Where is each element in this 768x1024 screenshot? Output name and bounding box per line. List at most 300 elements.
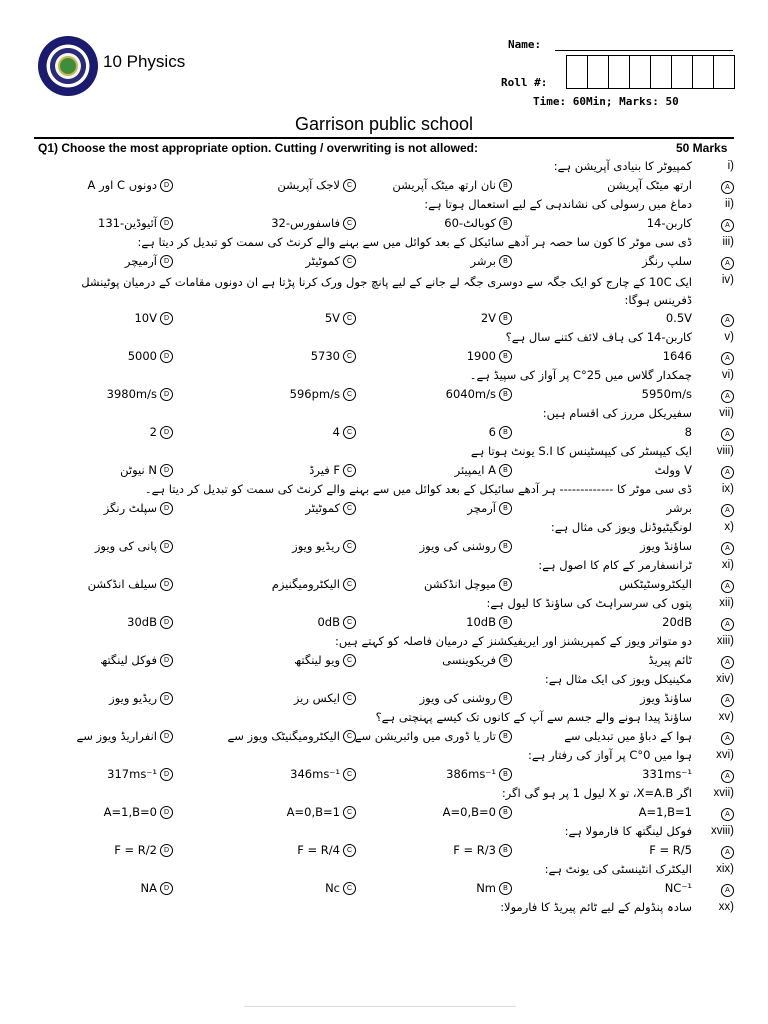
- option-a[interactable]: [649, 843, 730, 857]
- option-a[interactable]: [684, 425, 730, 439]
- option-text: 5000: [127, 349, 157, 363]
- options-row: [0, 500, 768, 519]
- option-circle-icon[interactable]: A: [721, 808, 734, 821]
- option-circle-icon[interactable]: A: [721, 466, 734, 479]
- option-text: ریڈیو ویوز: [292, 539, 340, 553]
- option-b[interactable]: [355, 729, 512, 743]
- option-circle-icon[interactable]: C: [343, 768, 356, 781]
- option-circle-icon[interactable]: A: [721, 219, 734, 232]
- option-text: ٹائم پیریڈ: [648, 653, 692, 667]
- roll-box[interactable]: [671, 55, 693, 89]
- roll-label: Roll #:: [501, 76, 548, 89]
- option-text: میوچل انڈکشن: [424, 577, 496, 591]
- option-a[interactable]: [642, 254, 730, 268]
- school-name: Garrison public school: [294, 114, 474, 134]
- option-a[interactable]: [665, 311, 730, 325]
- time-marks: Time: 60Min; Marks: 50: [533, 95, 679, 108]
- option-circle-icon[interactable]: B: [499, 730, 512, 743]
- option-circle-icon[interactable]: D: [160, 217, 173, 230]
- option-b[interactable]: [424, 577, 512, 591]
- option-circle-icon[interactable]: C: [343, 882, 356, 895]
- option-c[interactable]: [272, 577, 356, 591]
- option-text: 5730: [310, 349, 340, 363]
- option-a[interactable]: [642, 767, 730, 781]
- option-text: کوبالٹ-60: [444, 216, 496, 230]
- option-text: A=1,B=0: [103, 805, 157, 819]
- option-d[interactable]: [127, 615, 173, 629]
- option-text: آئیوڈین-131: [98, 216, 157, 230]
- option-d[interactable]: [120, 463, 173, 477]
- options-row: [0, 766, 768, 785]
- options-row: [0, 652, 768, 671]
- option-text: A=0,B=1: [286, 805, 340, 819]
- option-text: برشر: [470, 254, 496, 268]
- option-text: F = R/5: [649, 843, 692, 857]
- option-circle-icon[interactable]: A: [721, 181, 734, 194]
- question-text: اگر X=A.B، تو X لیول 1 پر ہو گی اگر:: [501, 786, 692, 800]
- question-number: vi): [721, 369, 734, 381]
- option-d[interactable]: [107, 387, 173, 401]
- options-row: [0, 614, 768, 633]
- option-text: روشنی کی ویوز: [419, 691, 496, 705]
- option-text: ایکس ریز: [293, 691, 340, 705]
- option-circle-icon[interactable]: B: [499, 540, 512, 553]
- option-text: 6040m/s: [445, 387, 496, 401]
- option-circle-icon[interactable]: A: [721, 656, 734, 669]
- option-circle-icon[interactable]: D: [160, 654, 173, 667]
- option-d[interactable]: [107, 767, 173, 781]
- option-b[interactable]: [420, 691, 512, 705]
- question-row: [0, 709, 768, 728]
- option-circle-icon[interactable]: B: [499, 179, 512, 192]
- option-a[interactable]: [648, 653, 730, 667]
- option-text: کموٹیٹر: [305, 254, 340, 268]
- option-text: ہوا کے دباؤ میں تبدیلی سے: [564, 729, 692, 743]
- option-circle-icon[interactable]: A: [721, 257, 734, 270]
- option-text: تار یا ڈوری میں وائبریشن سے: [354, 729, 496, 743]
- options-row: [0, 348, 768, 367]
- option-text: فوکل لینگتھ: [100, 653, 157, 667]
- option-circle-icon[interactable]: B: [499, 578, 512, 591]
- option-circle-icon[interactable]: D: [160, 730, 173, 743]
- option-d[interactable]: [109, 691, 173, 705]
- option-circle-icon[interactable]: C: [343, 578, 356, 591]
- option-circle-icon[interactable]: D: [160, 882, 173, 895]
- option-a[interactable]: [640, 539, 730, 553]
- question-row: [0, 785, 768, 804]
- option-a[interactable]: [664, 881, 730, 895]
- option-text: فریکوینسی: [442, 653, 496, 667]
- options-row: [0, 842, 768, 861]
- option-text: وولٹ V: [654, 463, 692, 477]
- option-circle-icon[interactable]: C: [343, 217, 356, 230]
- option-circle-icon[interactable]: B: [499, 388, 512, 401]
- option-circle-icon[interactable]: C: [343, 616, 356, 629]
- option-text: Nm: [476, 881, 496, 895]
- question-row: [0, 595, 768, 614]
- option-d[interactable]: [134, 311, 173, 325]
- option-text: فیرڈ F: [309, 463, 340, 477]
- question-row: [0, 272, 768, 310]
- option-circle-icon[interactable]: A: [721, 580, 734, 593]
- option-b[interactable]: [443, 805, 512, 819]
- option-circle-icon[interactable]: C: [343, 502, 356, 515]
- option-c[interactable]: [325, 311, 356, 325]
- option-circle-icon[interactable]: A: [721, 428, 734, 441]
- option-circle-icon[interactable]: B: [499, 255, 512, 268]
- options-row: [0, 728, 768, 747]
- option-circle-icon[interactable]: C: [343, 179, 356, 192]
- option-text: پانی کی ویوز: [94, 539, 157, 553]
- options-row: [0, 690, 768, 709]
- question-text: دماغ میں رسولی کی نشاندہی کے لیے استعمال ہوتا ہے:: [424, 197, 692, 211]
- question-text: سادہ پنڈولم کے لیے ٹائم پیریڈ کا فارمولا:: [500, 900, 692, 914]
- option-circle-icon[interactable]: D: [160, 616, 173, 629]
- option-c[interactable]: [311, 349, 356, 363]
- question-number: iv): [721, 274, 734, 286]
- roll-box[interactable]: [587, 55, 609, 89]
- question-number: xiv): [716, 673, 734, 685]
- question-number: v): [724, 331, 734, 343]
- question-text: ڈی سی موٹر کا ------------- ہر آدھے سائیکل کے بعد کوائل میں سے بہنے والے کرنٹ کی سمت کو تبدیل کر دیتا ہے۔: [144, 482, 692, 496]
- option-circle-icon[interactable]: D: [160, 502, 173, 515]
- option-circle-icon[interactable]: B: [499, 464, 512, 477]
- option-text: فاسفورس-32: [271, 216, 340, 230]
- question-row: [0, 557, 768, 576]
- option-text: 8: [684, 425, 692, 439]
- option-text: 5V: [324, 311, 340, 325]
- option-a[interactable]: [666, 501, 730, 515]
- question-row: [0, 481, 768, 500]
- question-list: [0, 158, 768, 918]
- question-text: ڈی سی موٹر کا کون سا حصہ ہر آدھے سائیکل کے بعد کوائل میں سے بہنے والے کرنٹ کی سمت کو تبدیل کر دیتا ہے:: [137, 235, 692, 249]
- options-row: [0, 386, 768, 405]
- footer-rule: [244, 1006, 516, 1007]
- option-a[interactable]: [654, 463, 730, 477]
- question-number: ii): [725, 198, 734, 210]
- option-d[interactable]: [88, 577, 173, 591]
- options-row: [0, 576, 768, 595]
- option-c[interactable]: [317, 615, 356, 629]
- options-row: [0, 880, 768, 899]
- question-number: xvii): [713, 787, 734, 799]
- option-text: 3980m/s: [106, 387, 157, 401]
- option-b[interactable]: [420, 539, 512, 553]
- option-circle-icon[interactable]: B: [499, 616, 512, 629]
- option-circle-icon[interactable]: D: [160, 350, 173, 363]
- option-d[interactable]: [125, 254, 173, 268]
- roll-box[interactable]: [692, 55, 714, 89]
- option-circle-icon[interactable]: A: [721, 694, 734, 707]
- option-circle-icon[interactable]: D: [160, 255, 173, 268]
- option-c[interactable]: [292, 539, 356, 553]
- option-text: الیکٹروسٹیٹکس: [619, 577, 692, 591]
- option-b[interactable]: [481, 311, 512, 325]
- option-circle-icon[interactable]: C: [343, 540, 356, 553]
- option-circle-icon[interactable]: C: [343, 806, 356, 819]
- option-text: کموٹیٹر: [305, 501, 340, 515]
- option-c[interactable]: [227, 729, 356, 743]
- option-b[interactable]: [467, 501, 512, 515]
- question-number: xv): [718, 711, 734, 723]
- option-circle-icon[interactable]: A: [721, 504, 734, 517]
- option-text: 20dB: [662, 615, 692, 629]
- question-number: vii): [719, 407, 734, 419]
- question-text: پتوں کی سرسراہٹ کی ساؤنڈ کا لیول ہے:: [486, 596, 692, 610]
- option-d[interactable]: [77, 729, 173, 743]
- option-circle-icon[interactable]: B: [499, 502, 512, 515]
- option-c[interactable]: [305, 501, 356, 515]
- option-circle-icon[interactable]: B: [499, 312, 512, 325]
- question-number: xvi): [716, 749, 734, 761]
- options-row: [0, 177, 768, 196]
- option-c[interactable]: [325, 881, 356, 895]
- option-a[interactable]: [641, 387, 730, 401]
- option-c[interactable]: [294, 691, 356, 705]
- option-a[interactable]: [619, 577, 730, 591]
- option-c[interactable]: [290, 767, 356, 781]
- name-label: Name:: [508, 38, 542, 51]
- option-circle-icon[interactable]: C: [343, 312, 356, 325]
- options-row: [0, 215, 768, 234]
- option-b[interactable]: [392, 178, 512, 192]
- question-text: ایک کیپسٹر کی کیپسٹینس کا S.I یونٹ ہوتا ہے: [470, 444, 692, 458]
- option-text: NA: [140, 881, 157, 895]
- option-circle-icon[interactable]: D: [160, 312, 173, 325]
- option-circle-icon[interactable]: B: [499, 350, 512, 363]
- option-b[interactable]: [446, 767, 512, 781]
- option-text: 2: [149, 425, 157, 439]
- question-text: سفیریکل مررز کی اقسام ہیں:: [542, 406, 692, 420]
- option-text: نیوٹن N: [120, 463, 157, 477]
- option-circle-icon[interactable]: B: [499, 806, 512, 819]
- option-circle-icon[interactable]: B: [499, 426, 512, 439]
- option-c[interactable]: [309, 463, 356, 477]
- option-a[interactable]: [607, 178, 730, 192]
- question-number: x): [724, 521, 734, 533]
- options-row: [0, 253, 768, 272]
- option-d[interactable]: [128, 349, 173, 363]
- option-a[interactable]: [640, 691, 730, 705]
- option-text: A=0,B=0: [442, 805, 496, 819]
- option-c[interactable]: [305, 254, 356, 268]
- option-circle-icon[interactable]: D: [160, 768, 173, 781]
- option-text: ایمپیئر A: [454, 463, 496, 477]
- roll-box[interactable]: [608, 55, 630, 89]
- option-text: NC⁻¹: [664, 881, 692, 895]
- option-circle-icon[interactable]: D: [160, 692, 173, 705]
- option-circle-icon[interactable]: B: [499, 882, 512, 895]
- option-text: F = R/2: [114, 843, 157, 857]
- question-number: xx): [718, 901, 734, 913]
- question-text: الیکٹرک انٹینسٹی کی یونٹ ہے:: [544, 862, 692, 876]
- option-text: 4: [332, 425, 340, 439]
- option-text: 386ms⁻¹: [446, 767, 496, 781]
- option-b[interactable]: [453, 843, 512, 857]
- option-c[interactable]: [333, 425, 356, 439]
- option-text: F = R/3: [453, 843, 496, 857]
- question-row: [0, 519, 768, 538]
- option-circle-icon[interactable]: C: [343, 692, 356, 705]
- question-row: [0, 899, 768, 918]
- option-a[interactable]: [646, 216, 730, 230]
- roll-box[interactable]: [566, 55, 588, 89]
- option-text: 1900: [466, 349, 496, 363]
- option-circle-icon[interactable]: A: [721, 846, 734, 859]
- question-row: [0, 861, 768, 880]
- option-c[interactable]: [287, 805, 356, 819]
- option-c[interactable]: [297, 843, 356, 857]
- option-circle-icon[interactable]: C: [343, 426, 356, 439]
- option-b[interactable]: [442, 653, 512, 667]
- question-row: [0, 158, 768, 177]
- options-row: [0, 804, 768, 823]
- roll-box[interactable]: [629, 55, 651, 89]
- option-text: 596pm/s: [289, 387, 340, 401]
- option-c[interactable]: [277, 178, 356, 192]
- question-text: دو متواتر ویوز کے کمپریشنز اور ایریفیکشنز کے درمیان فاصلہ کو کہتے ہیں:: [335, 634, 692, 648]
- roll-box[interactable]: [650, 55, 672, 89]
- question-number: xiii): [716, 635, 734, 647]
- option-a[interactable]: [662, 615, 730, 629]
- option-text: ریڈیو ویوز: [109, 691, 157, 705]
- option-circle-icon[interactable]: A: [721, 618, 734, 631]
- option-text: آرمچر: [467, 501, 496, 515]
- option-text: 30dB: [127, 615, 157, 629]
- option-d[interactable]: [141, 881, 173, 895]
- question-number: xviii): [711, 825, 734, 837]
- option-d[interactable]: [150, 425, 173, 439]
- roll-box[interactable]: [713, 55, 735, 89]
- option-a[interactable]: [662, 349, 730, 363]
- option-d[interactable]: [114, 843, 173, 857]
- section-marks: 50 Marks: [676, 141, 728, 155]
- question-row: [0, 671, 768, 690]
- option-circle-icon[interactable]: D: [160, 806, 173, 819]
- question-row: [0, 367, 768, 386]
- option-circle-icon[interactable]: C: [343, 464, 356, 477]
- question-text: مکینیکل ویوز کی ایک مثال ہے:: [544, 672, 692, 686]
- option-text: ساؤنڈ ویوز: [640, 539, 692, 553]
- option-b[interactable]: [466, 615, 512, 629]
- option-circle-icon[interactable]: C: [343, 654, 356, 667]
- option-b[interactable]: [476, 881, 512, 895]
- option-c[interactable]: [294, 653, 356, 667]
- option-circle-icon[interactable]: C: [343, 255, 356, 268]
- option-b[interactable]: [455, 463, 512, 477]
- option-circle-icon[interactable]: D: [160, 464, 173, 477]
- option-d[interactable]: [98, 216, 173, 230]
- option-b[interactable]: [467, 349, 512, 363]
- question-row: [0, 196, 768, 215]
- question-row: [0, 443, 768, 462]
- option-circle-icon[interactable]: B: [499, 844, 512, 857]
- roll-number-boxes[interactable]: [566, 55, 734, 89]
- option-text: 6: [488, 425, 496, 439]
- option-circle-icon[interactable]: B: [499, 768, 512, 781]
- option-b[interactable]: [446, 387, 512, 401]
- option-text: کاربن-14: [646, 216, 692, 230]
- option-text: 331ms⁻¹: [642, 767, 692, 781]
- option-text: 2V: [480, 311, 496, 325]
- option-circle-icon[interactable]: C: [343, 388, 356, 401]
- option-circle-icon[interactable]: B: [499, 217, 512, 230]
- option-text: 10dB: [466, 615, 496, 629]
- option-c[interactable]: [290, 387, 356, 401]
- option-text: 317ms⁻¹: [107, 767, 157, 781]
- question-text: ساؤنڈ پیدا ہونے والے جسم سے آپ کے کانوں تک کیسے پہنچتی ہے؟: [375, 710, 692, 724]
- question-number: xix): [716, 863, 734, 875]
- option-a[interactable]: [638, 805, 730, 819]
- section-instruction: Q1) Choose the most appropriate option. Cutting / overwriting is not allowed:: [38, 141, 479, 155]
- option-c[interactable]: [271, 216, 356, 230]
- option-circle-icon[interactable]: C: [343, 844, 356, 857]
- question-text: ایک 10C کے چارج کو ایک جگہ سے دوسری جگہ لے جانے کے لیے پانچ جول ورک کرنا پڑتا ہے ان دونوں مقامات کے درمیان پوٹینشل ڈفرینس ہوگا:: [81, 275, 692, 307]
- option-circle-icon[interactable]: C: [343, 730, 356, 743]
- question-number: ix): [721, 483, 734, 495]
- option-d[interactable]: [88, 178, 173, 192]
- option-circle-icon[interactable]: D: [160, 426, 173, 439]
- exam-header: [0, 0, 768, 112]
- question-row: [0, 405, 768, 424]
- option-d[interactable]: [100, 653, 173, 667]
- question-number: viii): [716, 445, 734, 457]
- option-text: الیکٹرومیگنیزم: [271, 577, 340, 591]
- option-circle-icon[interactable]: A: [721, 390, 734, 403]
- question-row: [0, 234, 768, 253]
- option-text: A=1,B=1: [638, 805, 692, 819]
- option-a[interactable]: [564, 729, 730, 743]
- option-text: سلپ رنگز: [642, 254, 692, 268]
- option-circle-icon[interactable]: C: [343, 350, 356, 363]
- option-circle-icon[interactable]: A: [721, 352, 734, 365]
- option-circle-icon[interactable]: D: [160, 179, 173, 192]
- option-text: Nc: [325, 881, 340, 895]
- option-circle-icon[interactable]: B: [499, 692, 512, 705]
- option-text: ویو لینگتھ: [294, 653, 340, 667]
- option-circle-icon[interactable]: A: [721, 542, 734, 555]
- question-row: [0, 633, 768, 652]
- option-d[interactable]: [104, 501, 173, 515]
- option-b[interactable]: [470, 254, 512, 268]
- option-text: ارتھ میٹک آپریشن: [607, 178, 692, 192]
- option-circle-icon[interactable]: A: [721, 314, 734, 327]
- option-circle-icon[interactable]: D: [160, 388, 173, 401]
- option-text: برشر: [666, 501, 692, 515]
- options-row: [0, 424, 768, 443]
- option-d[interactable]: [104, 805, 173, 819]
- question-text: ہوا میں 0°C پر آواز کی رفتار ہے:: [528, 748, 692, 762]
- question-number: xi): [721, 559, 734, 571]
- option-circle-icon[interactable]: A: [721, 770, 734, 783]
- option-b[interactable]: [489, 425, 512, 439]
- option-text: 346ms⁻¹: [290, 767, 340, 781]
- option-circle-icon[interactable]: D: [160, 540, 173, 553]
- option-circle-icon[interactable]: D: [160, 578, 173, 591]
- option-circle-icon[interactable]: D: [160, 844, 173, 857]
- option-b[interactable]: [444, 216, 512, 230]
- option-circle-icon[interactable]: A: [721, 884, 734, 897]
- question-number: i): [727, 160, 734, 172]
- subject-title: 10 Physics: [103, 52, 186, 71]
- option-circle-icon[interactable]: A: [721, 732, 734, 745]
- name-field[interactable]: [555, 50, 733, 51]
- option-text: نان ارتھ میٹک آپریشن: [392, 178, 496, 192]
- option-circle-icon[interactable]: B: [499, 654, 512, 667]
- question-row: [0, 823, 768, 842]
- question-text: کمپیوٹر کا بنیادی آپریشن ہے:: [553, 159, 692, 173]
- option-d[interactable]: [95, 539, 173, 553]
